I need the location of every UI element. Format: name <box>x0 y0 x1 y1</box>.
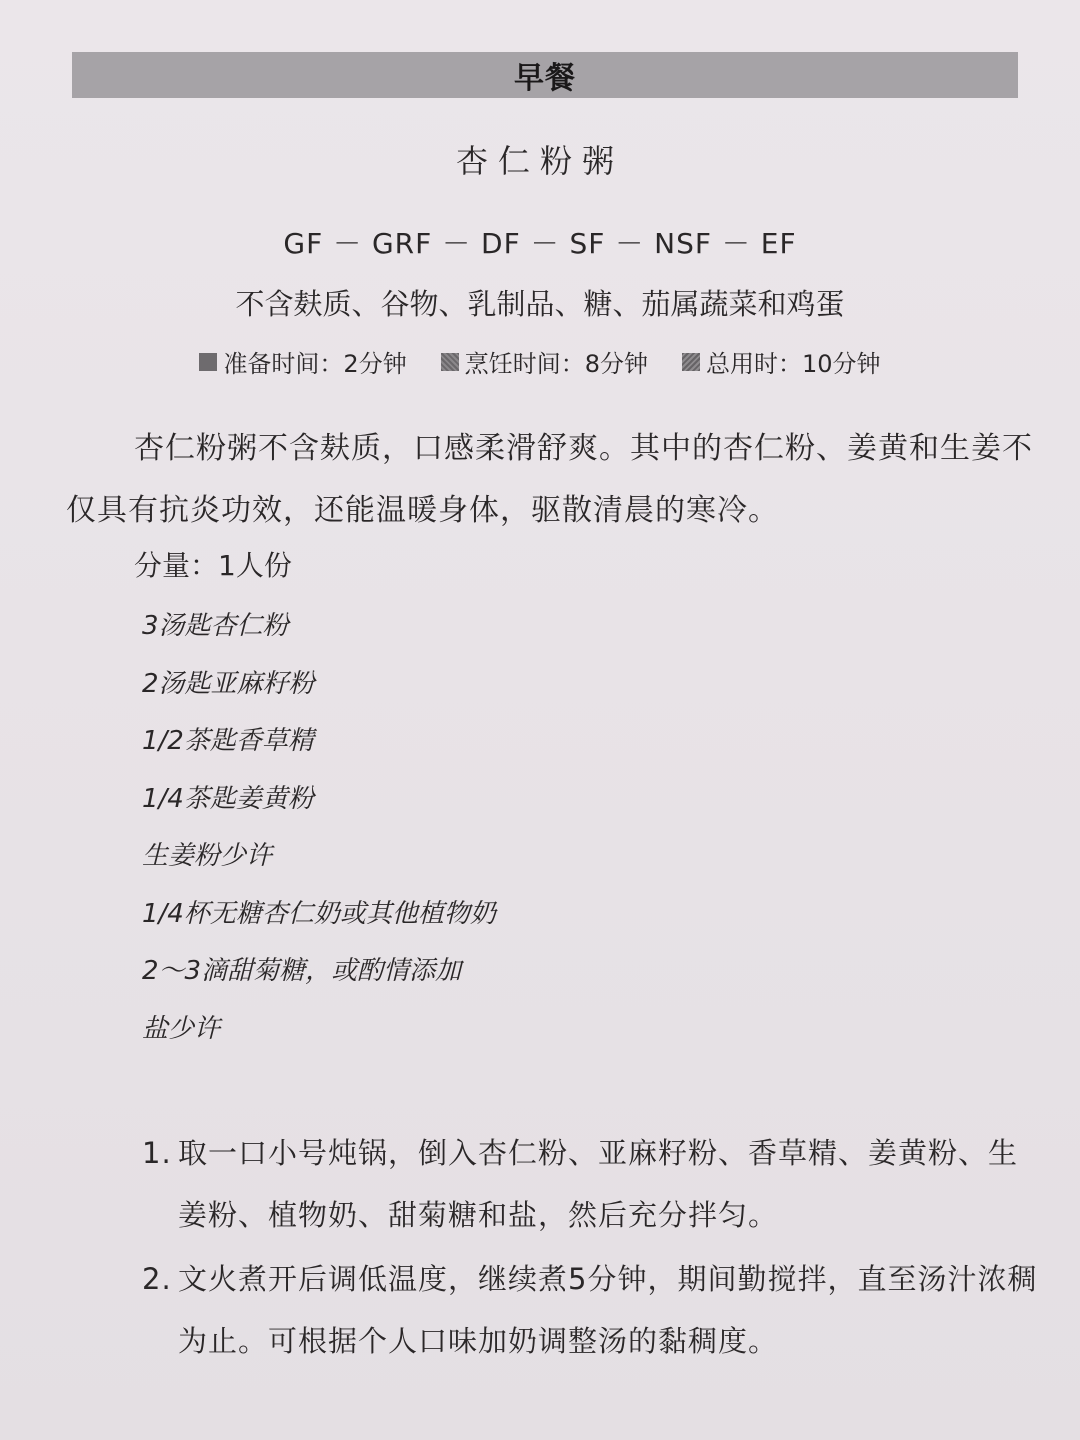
ingredient-item: 2～3滴甜菊糖，或酌情添加 <box>142 956 462 986</box>
ingredient-item: 1/4杯无糖杏仁奶或其他植物奶 <box>142 898 496 929</box>
total-time-label: 总用时：10分钟 <box>706 350 881 378</box>
ingredient-item: 生姜粉少许 <box>142 841 273 871</box>
cook-time <box>441 344 648 379</box>
free-of-line: 不含麸质、谷物、乳制品、糖、茄属蔬菜和鸡蛋 <box>235 287 845 321</box>
ingredient-list <box>142 604 496 1064</box>
recipe-title: 杏仁粉粥 <box>455 142 624 180</box>
step-list <box>142 1122 1042 1374</box>
step-item <box>142 1122 1042 1246</box>
prep-time <box>199 344 406 379</box>
diet-tags: GF － GRF － DF － SF － NSF － EF <box>283 227 797 260</box>
ingredient-item: 1/2茶匙香草精 <box>142 726 314 756</box>
step-number: 2. <box>142 1262 172 1296</box>
prep-time-square-icon <box>199 353 217 371</box>
section-title: 早餐 <box>514 61 576 96</box>
cook-time-label: 烹饪时间：8分钟 <box>464 350 648 378</box>
step-text: 文火煮开后调低温度，继续煮5分钟，期间勤搅拌，直至汤汁浓稠为止。可根据个人口味加奶调整汤的黏稠度。 <box>178 1262 1038 1358</box>
ingredient-item: 1/4茶匙姜黄粉 <box>142 783 314 814</box>
servings: 分量：1人份 <box>134 549 292 582</box>
ingredient-item: 3汤匙杏仁粉 <box>142 611 289 641</box>
recipe-intro: 杏仁粉粥不含麸质，口感柔滑舒爽。其中的杏仁粉、姜黄和生姜不仅具有抗炎功效，还能温暖身体，驱散清晨的寒冷。 <box>66 431 1033 528</box>
ingredient-item: 2汤匙亚麻籽粉 <box>142 668 315 699</box>
cook-time-square-icon <box>441 353 459 371</box>
step-number: 1. <box>142 1136 172 1170</box>
prep-time-label: 准备时间：2分钟 <box>223 350 407 378</box>
section-header-bar <box>72 52 1018 98</box>
step-item <box>142 1248 1042 1372</box>
ingredient-item: 盐少许 <box>142 1013 221 1044</box>
step-text: 取一口小号炖锅，倒入杏仁粉、亚麻籽粉、香草精、姜黄粉、生姜粉、植物奶、甜菊糖和盐，然后充分拌匀。 <box>178 1136 1019 1232</box>
total-time-square-icon <box>682 353 700 371</box>
total-time <box>682 344 881 379</box>
time-info <box>0 344 1080 379</box>
